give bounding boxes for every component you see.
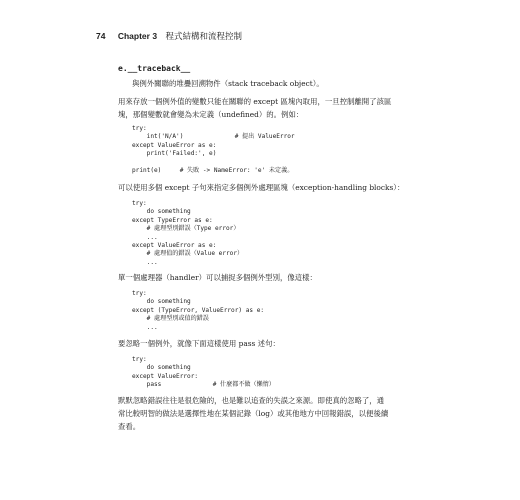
code-line: try: — [132, 290, 147, 297]
code-line: pass # 什麼都不做（懶惰） — [132, 381, 275, 389]
text-line: 默默忽略錯誤往往是很危險的，也是難以追查的失誤之來源。即使真的忽略了，通 — [118, 396, 385, 405]
attribute-name: e.__traceback__ — [118, 64, 191, 73]
code-line: ... — [132, 258, 158, 266]
page-number: 74 — [96, 31, 106, 41]
code-line: ... — [132, 233, 158, 241]
code-line: do something — [132, 208, 191, 216]
code-line — [132, 159, 295, 167]
chapter-title: 程式結構和流程控制 — [165, 31, 242, 41]
code-block-multiple-except — [132, 200, 243, 267]
text-line: 可以使用多個 except 子句來指定多個例外處理區塊（exception-handling blocks）： — [118, 183, 405, 192]
code-line: except ValueError as e: — [132, 241, 217, 249]
page-header — [96, 30, 242, 42]
text-line: 塊，那個變數就會變為未定義（undefined）的。例如： — [118, 110, 304, 120]
code-line: int('N/A') # 提出 ValueError — [132, 133, 295, 141]
attribute-description: 與例外關聯的堆疊回溯物件（stack traceback object）。 — [132, 79, 324, 88]
text-line: 單一個處理器（handler）可以捕捉多個例外型別，像這樣： — [118, 273, 317, 282]
paragraph-ignore-errors — [118, 394, 388, 434]
paragraph-pass — [118, 337, 280, 350]
paragraph-scope — [118, 95, 391, 121]
text-line: 常比較明智的做法是選擇性地在某個記錄（log）或其他地方中回報錯誤，以便後續 — [118, 409, 389, 419]
text-line: 要忽略一個例外，就像下面這樣使用 pass 述句： — [118, 339, 280, 348]
code-line: do something — [132, 298, 191, 306]
code-line: print(e) # 失敗 -> NameError: 'e' 未定義。 — [132, 166, 294, 174]
text-line: 查看。 — [118, 422, 141, 432]
code-line: except TypeError as e: — [132, 216, 213, 224]
text-line: 用來存放一個例外值的變數只能在關聯的 except 區塊內取用，一旦控制離開了該區 — [118, 97, 392, 106]
paragraph-multiple-except — [118, 181, 404, 194]
chapter-label: Chapter 3 — [117, 31, 158, 41]
code-line: except (TypeError, ValueError) as e: — [132, 306, 265, 314]
code-line: try: — [132, 356, 147, 363]
code-line: do something — [132, 364, 191, 372]
code-block-scope — [132, 125, 295, 175]
code-line: # 處理型別或值的錯誤 — [132, 315, 209, 323]
code-block-pass — [132, 356, 275, 390]
code-line: except ValueError: — [132, 372, 199, 380]
paragraph-single-handler — [118, 271, 317, 284]
code-line: except ValueError as e: — [132, 141, 217, 149]
code-line: # 處理值的錯誤（Value error） — [132, 250, 244, 258]
code-line: try: — [132, 200, 147, 207]
code-line: print('Failed:', e) — [132, 150, 217, 158]
code-block-single-handler — [132, 290, 264, 332]
code-line: # 處理型別錯誤（Type error） — [132, 225, 240, 233]
code-line: try: — [132, 125, 147, 132]
code-line: ... — [132, 323, 158, 331]
